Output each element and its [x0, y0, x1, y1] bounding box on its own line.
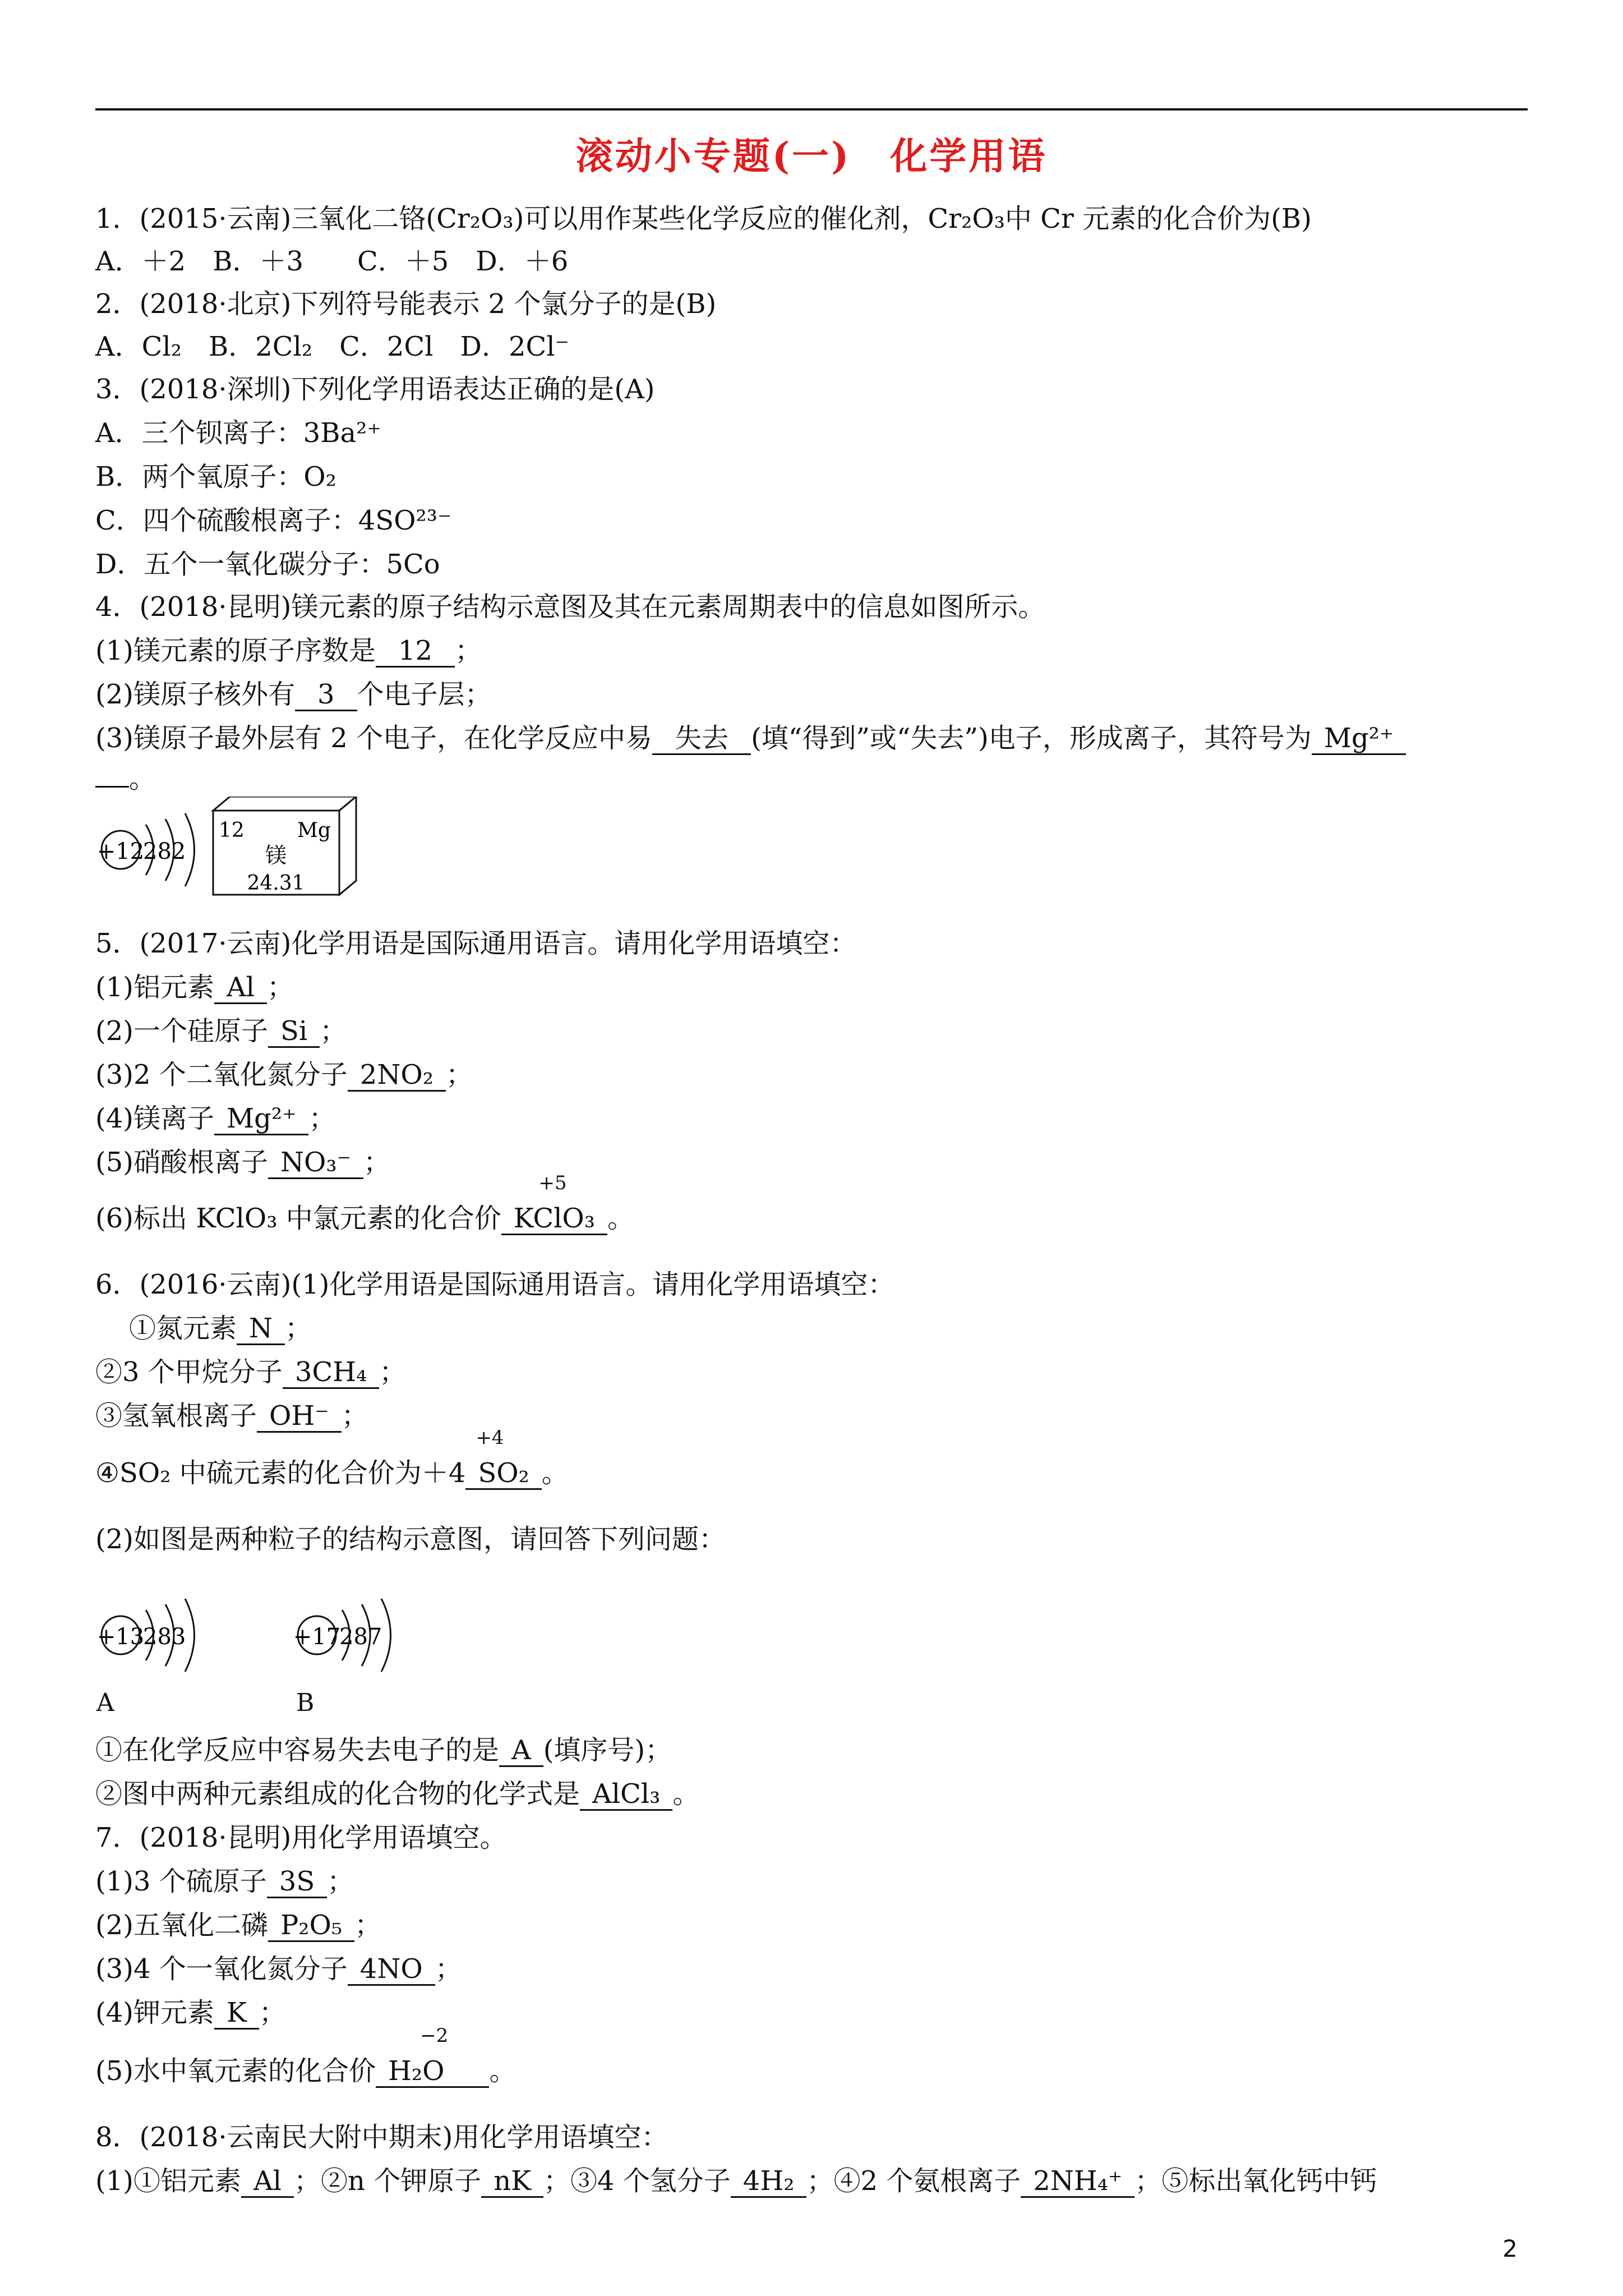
q7-part1-answer: 3S: [267, 1866, 327, 1898]
formula-element: [476, 1427, 504, 1489]
q4-part3-middle: (填“得到”或“失去”)电子，形成离子，其符号为: [751, 723, 1312, 754]
q7-part3: [95, 1951, 462, 1987]
cell-atomic-number: 12: [219, 819, 245, 842]
punct: 。: [541, 1457, 569, 1489]
q7-part3-answer: 4NO: [348, 1954, 435, 1986]
q4-part2-answer: 3: [295, 679, 357, 711]
q5-part4-prompt: (4)镁离子: [95, 1103, 214, 1134]
q2-stem: 2．(2018·北京)下列符号能表示 2 个氯分子的是(B): [95, 288, 717, 320]
formula-part: Cl: [533, 1203, 562, 1234]
q5-part2: [95, 1013, 347, 1049]
q6-part4: [95, 1427, 569, 1491]
q1-options: A．＋2 B．＋3 C．＋5 D．＋6: [95, 246, 569, 277]
q7-part1-prompt: (1)3 个硫原子: [95, 1866, 267, 1897]
q4-part3-answer2: Mg²⁺: [1312, 723, 1406, 755]
q8-c-answer: 4H₂: [731, 2166, 807, 2198]
q5-part5-prompt: (5)硝酸根离子: [95, 1147, 268, 1178]
valence-mark: +5: [538, 1172, 567, 1194]
q7-part4-answer: K: [214, 1998, 259, 2030]
punct: ；: [320, 1015, 347, 1047]
nucleus-charge: +12: [96, 839, 145, 864]
q4-part1-prompt: (1)镁元素的原子序数是: [95, 635, 376, 666]
q2-options: A．Cl₂ B．2Cl₂ C．2Cl D．2Cl⁻: [95, 331, 569, 362]
q6-part1-answer: N: [237, 1313, 285, 1345]
q5-part4: [95, 1101, 335, 1137]
figure-label-b: B: [296, 1688, 315, 1717]
valence-mark: +4: [476, 1427, 504, 1449]
q6-sub2-part2-answer: AlCl₃: [580, 1779, 672, 1811]
header-rule: [95, 108, 1528, 111]
q8-a-prompt: (1)①铝元素: [95, 2165, 241, 2197]
q3-option-c: C．四个硫酸根离子：4SO²³⁻: [95, 505, 452, 536]
formula-element: [533, 1172, 567, 1234]
q5-part6-answer: [501, 1172, 607, 1235]
q4-part3: [95, 720, 1406, 756]
q6-part2-answer: 3CH₄: [283, 1357, 379, 1389]
punct: ；: [327, 1866, 354, 1897]
q6-sub2-part1-prompt: ①在化学反应中容易失去电子的是: [95, 1734, 500, 1766]
q6-stem: 6．(2016·云南)(1)化学用语是国际通用语言。请用化学用语填空：: [95, 1269, 895, 1300]
q7-part2-answer: P₂O₅: [268, 1910, 354, 1942]
formula-element: [420, 2024, 449, 2087]
electron-counts: 283: [143, 1624, 186, 1650]
punct: ；: [341, 1400, 368, 1432]
electron-counts: 282: [143, 839, 186, 864]
q8-stem: 8．(2018·云南民大附中期末)用化学用语填空：: [95, 2122, 668, 2153]
q5-part1: [95, 969, 294, 1005]
formula-part: O₃: [562, 1203, 596, 1234]
q5-part1-answer: Al: [214, 972, 267, 1004]
shell-arc: [185, 1599, 195, 1672]
q5-part2-prompt: (2)一个硅原子: [95, 1015, 268, 1047]
q5-part4-answer: Mg²⁺: [214, 1103, 308, 1135]
q5-part6: [95, 1172, 635, 1236]
q4-figure: [93, 797, 362, 898]
q5-part3-prompt: (3)2 个二氧化氮分子: [95, 1059, 348, 1091]
q3-option-d: D．五个一氧化碳分子：5Co: [95, 549, 440, 580]
shell-arc: [381, 1599, 391, 1672]
q6-sub2-part1: [95, 1732, 672, 1768]
q8-line1: [95, 2163, 1377, 2199]
punct: ；: [455, 635, 482, 666]
q4-part2-suffix: 个电子层；: [357, 679, 492, 710]
punct: ；: [267, 972, 294, 1003]
q6-part1-prompt: ①氮元素: [129, 1313, 237, 1344]
q5-part5: [95, 1144, 390, 1180]
q6-sub2-part1-suffix: (填序号)；: [543, 1734, 672, 1766]
q8-b-prompt: ；②n 个钾原子: [294, 2165, 482, 2197]
q6-part3-prompt: ③氢氧根离子: [95, 1400, 257, 1432]
formula-part: H₂: [388, 2055, 423, 2087]
cell-side: [339, 797, 356, 895]
q6-figure-a: [93, 1582, 216, 1683]
page-title: 滚动小专题(一) 化学用语: [575, 134, 1048, 178]
cell-top: [213, 797, 356, 811]
q4-part1: [95, 633, 482, 669]
nucleus-charge: +17: [293, 1624, 341, 1650]
q5-part2-answer: Si: [268, 1016, 320, 1048]
q6-part4-prompt: ④SO₂ 中硫元素的化合价为＋4: [95, 1457, 466, 1489]
q4-stem: 4．(2018·昆明)镁元素的原子结构示意图及其在元素周期表中的信息如图所示。: [95, 591, 1045, 623]
q6-sub2: (2)如图是两种粒子的结构示意图，请回答下列问题：: [95, 1524, 726, 1555]
q8-d-prompt: ；④2 个氨根离子: [806, 2165, 1021, 2197]
q6-sub2-part1-answer: A: [499, 1735, 543, 1767]
q5-part3-answer: 2NO₂: [348, 1060, 446, 1092]
q6-part2-prompt: ②3 个甲烷分子: [95, 1356, 283, 1388]
q7-part4: [95, 1995, 286, 2031]
punct: 。: [672, 1778, 700, 1810]
q4-part2: [95, 677, 492, 712]
nucleus-charge: +13: [96, 1624, 145, 1650]
formula-part: O₂: [496, 1457, 529, 1489]
q8-c-prompt: ；③4 个氢分子: [543, 2165, 731, 2197]
shell-arc: [185, 813, 195, 886]
q6-sub2-part2-prompt: ②图中两种元素组成的化合物的化学式是: [95, 1778, 580, 1810]
q7-part5-prompt: (5)水中氧元素的化合价: [95, 2055, 376, 2087]
formula-part: K: [513, 1203, 533, 1234]
formula-part: S: [478, 1457, 497, 1489]
q7-part5: [95, 2024, 517, 2089]
q7-part2: [95, 1907, 381, 1943]
q3-option-a: A．三个钡离子：3Ba²⁺: [95, 417, 381, 449]
electron-counts: 287: [339, 1624, 382, 1650]
q8-d-answer: 2NH₄⁺: [1021, 2166, 1135, 2198]
punct: ；: [308, 1103, 336, 1134]
q3-stem: 3．(2018·深圳)下列化学用语表达正确的是(A): [95, 374, 655, 405]
punct: ；: [259, 1997, 286, 2028]
punct: 。: [129, 763, 156, 794]
page-number: 2: [1502, 2235, 1518, 2262]
q6-figure-b: [289, 1582, 412, 1683]
q5-stem: 5．(2017·云南)化学用语是国际通用语言。请用化学用语填空：: [95, 928, 857, 959]
punct: 。: [607, 1203, 635, 1234]
q5-part3: [95, 1057, 473, 1093]
q4-part3-end: [95, 761, 156, 797]
q7-part1: [95, 1864, 354, 1899]
cell-element-name: 镁: [265, 843, 287, 868]
valence-mark: −2: [420, 2024, 449, 2047]
q1-stem: 1．(2015·云南)三氧化二铬(Cr₂O₃)可以用作某些化学反应的催化剂，Cr₂O₃中 Cr 元素的化合价为(B): [95, 203, 1312, 234]
q4-part2-prompt: (2)镁原子核外有: [95, 679, 295, 710]
q4-blank-tail: [95, 786, 129, 788]
q7-part2-prompt: (2)五氧化二磷: [95, 1910, 268, 1941]
q7-part4-prompt: (4)钾元素: [95, 1997, 214, 2028]
cell-atomic-mass: 24.31: [247, 872, 305, 895]
q6-part2: [95, 1354, 406, 1390]
q6-part3: [95, 1398, 368, 1434]
formula-part: O: [422, 2055, 445, 2087]
q8-e-prompt: ；⑤标出氧化钙中钙: [1135, 2165, 1377, 2197]
punct: ；: [379, 1356, 407, 1388]
q4-part3-answer: 失去: [652, 723, 751, 755]
q8-a-answer: Al: [241, 2166, 294, 2198]
q5-part5-answer: NO₃⁻: [268, 1147, 363, 1179]
q5-part6-prompt: (6)标出 KClO₃ 中氯元素的化合价: [95, 1203, 501, 1234]
punct: ；: [435, 1953, 462, 1985]
punct: ；: [354, 1910, 382, 1941]
q4-part3-prompt: (3)镁原子最外层有 2 个电子，在化学反应中易: [95, 723, 653, 754]
q3-option-b: B．两个氧原子：O₂: [95, 461, 336, 493]
q6-part1: [129, 1310, 312, 1346]
q4-part1-answer: 12: [376, 636, 455, 668]
q7-part3-prompt: (3)4 个一氧化氮分子: [95, 1953, 348, 1985]
punct: ；: [285, 1313, 312, 1344]
figure-label-a: A: [96, 1688, 114, 1717]
punct: ；: [363, 1147, 390, 1178]
q7-stem: 7．(2018·昆明)用化学用语填空。: [95, 1822, 507, 1853]
q7-part5-answer: [376, 2024, 489, 2088]
punct: ；: [445, 1059, 473, 1091]
q6-sub2-part2: [95, 1776, 699, 1812]
punct: 。: [489, 2055, 517, 2087]
q6-part4-answer: [465, 1427, 541, 1490]
q5-part1-prompt: (1)铝元素: [95, 972, 214, 1003]
q8-b-answer: nK: [481, 2166, 543, 2198]
q6-part3-answer: OH⁻: [257, 1401, 342, 1433]
cell-symbol: Mg: [297, 819, 331, 842]
